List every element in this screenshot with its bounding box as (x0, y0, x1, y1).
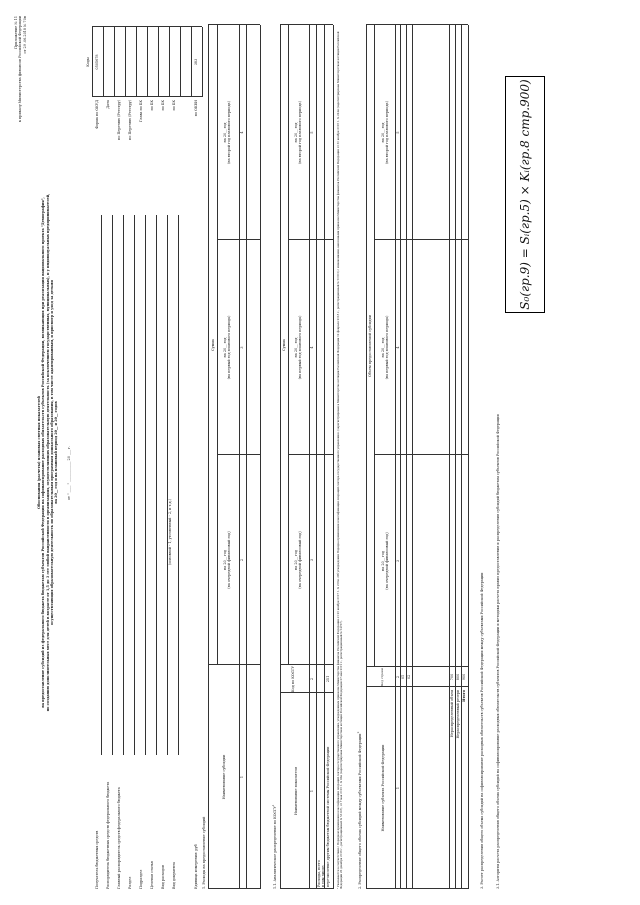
s11-total: Расходы, всего (317, 860, 321, 887)
s11-col-sum: Сумма (282, 339, 286, 351)
appendix-line: Приложение № 11 (14, 16, 18, 49)
org-field-input-line[interactable] (167, 215, 168, 755)
title-line: на предоставление субсидий из федерального бюджета бюджетам субъектов Российской Федерации на софинансирование расходных обязательств субъектов Российской Федерации, возникающих при реализации национального проекта "Демография", (41, 197, 46, 708)
title-line: на 20__ год и на плановый период 20__ и 20__ годов (54, 401, 58, 504)
code-label: по Перечню (Реестру) (117, 100, 121, 140)
row-code: 02 (407, 674, 411, 680)
codes-row-line (147, 27, 148, 97)
reserve-label-2: Нераспределенный резерв (456, 690, 460, 739)
title-line: осуществляющих образовательную деятельность по образовательным программам дошкольного образования, в том числе адаптированным, и присмотр и уход за детьми (49, 280, 54, 625)
code-label: по Перечню (Реестру) (128, 100, 132, 140)
distribution-formula: S₀(гр.9) = Sᵢ(гр.5) × Kᵢ(гр.8 стр.900) (505, 76, 545, 313)
s2-period-1 (381, 455, 390, 667)
period-label: на 20__ год (381, 337, 385, 358)
s11-incl: в том числе: (321, 864, 325, 887)
col-number: 1 (240, 775, 244, 779)
org-field-label: Целевая статья (150, 861, 154, 889)
period-label: на 20__ год (223, 337, 227, 358)
org-field-input-line[interactable] (145, 215, 146, 755)
col-number: 4 (310, 346, 314, 349)
reserve-code: 700 (450, 673, 454, 681)
org-field-label: Получатель бюджетных средств (95, 830, 99, 889)
s11-period-2 (294, 240, 303, 455)
s11-transfer: перечисление другим бюджетам бюджетной системы Российской Федерации (326, 746, 330, 887)
code-label: по БК (172, 100, 176, 111)
s1-period-2 (223, 240, 232, 455)
codes-row-line (169, 27, 170, 97)
period-sub: (на первый год планового периода) (227, 315, 232, 380)
s1-col-sum: Сумма (211, 339, 215, 351)
period-sub: (на первый год планового периода) (298, 315, 303, 380)
org-field-label: Главный распорядитель средств федерального бюджета (117, 787, 121, 889)
s2-col-name: Наименование субъекта Российской Федерации (381, 744, 385, 832)
org-field-input-line[interactable] (123, 215, 124, 755)
period-sub: (на первый год планового периода) (385, 315, 390, 380)
period-label: на 20__ год (294, 122, 298, 143)
col-code-text: Код по КОСГУ (291, 666, 295, 692)
org-field-label: Подраздел (139, 869, 143, 889)
section-1-1-title (272, 804, 277, 889)
col-number: 3 (240, 346, 244, 349)
s2-period-3 (381, 25, 390, 240)
title-line: по созданию дополнительных мест для детей в возрасте от 1,5 до 3 лет любой направленности в организациях, осуществляющих образовательную деятельность (за исключением государственных, муниципальных), и у индивидуальных предпринимателей, (45, 193, 50, 712)
appendix-line: от 29 .06.2018 № 70н (22, 16, 27, 54)
org-field-label: Распорядитель бюджетных средств федерального бюджета (106, 781, 110, 889)
period-sub: (на второй год планового периода) (298, 101, 303, 164)
col-number: 3 (396, 559, 400, 563)
org-field-input-line[interactable] (134, 215, 135, 755)
col-number: 2 (240, 558, 244, 562)
org-field-input-line[interactable] (178, 215, 179, 755)
section-2-title (357, 732, 362, 889)
period-label: на 20__ год (223, 549, 227, 571)
s2-period-2 (381, 240, 390, 455)
col-number: 2 (310, 677, 314, 681)
code-label: по БК (150, 100, 154, 111)
codes-row-line (158, 27, 159, 97)
appendix-line: к приказу Министерства финансов Российской Федерации (18, 16, 23, 123)
period-sub: (на второй год планового периода) (385, 101, 390, 164)
section-title-text: 2. Распределение общего объема субсидий между субъектами Российской Федерации (358, 733, 363, 889)
code-label: Глава по БК (139, 100, 143, 122)
date-line: от " ____ " ____________ 20 ___ г. (67, 446, 71, 500)
form-title (37, 60, 58, 845)
col-number: 5 (396, 131, 400, 134)
note-line: Федерации 26 декабря 2018 г., регистрационный № 53147), от 7 мая 2019 г. № 66н (зарегистрирован Министерством юстиции Российской Федерации 27 мая 2019 г., регистрационный № 54737). (340, 620, 344, 889)
codes-heading: Коды (86, 57, 90, 67)
s11-col-name: Наименование показателя (294, 766, 298, 816)
section-1-title: 1. Расходы на предоставление субсидий (202, 816, 206, 889)
s2-col-code: Код строки (380, 668, 384, 686)
code-label: Форма по ОКУД (95, 100, 99, 129)
footnote-mark: 2 (356, 731, 360, 734)
codes-row-line (114, 27, 115, 97)
col-number: 1 (310, 789, 314, 793)
reserve-code-2: 800 (456, 673, 460, 681)
period-label: на 20__ год (381, 550, 385, 572)
doc-type-hint: (основной - 1, уточненный - 2, и т.д.) (168, 499, 172, 565)
s2-col-sum: Объем предоставляемой субсидии (368, 315, 372, 377)
period-label: на 20__ год (223, 122, 227, 143)
s1-col-name: Наименование субсидии (222, 754, 226, 800)
col-number: 4 (396, 346, 400, 349)
s11-period-3 (294, 25, 303, 240)
codes-row-line (180, 27, 181, 97)
org-field-label: Вид расходов (161, 865, 165, 889)
col-number: 2 (396, 675, 400, 679)
s11-col-code (291, 665, 295, 693)
section-3-title: 3. Расчет распределения общего объема субсидий на софинансирование расходных обязательств субъектов Российской Федерации между субъектами Российской Федерации (480, 572, 484, 889)
org-field-label: Раздел (128, 876, 132, 889)
codes-row-line (136, 27, 137, 97)
code-value[interactable]: 0505678 (95, 54, 99, 70)
codes-row-line (125, 27, 126, 97)
s11-period-1 (294, 455, 303, 665)
section-3-1-title: 3.1. Алгоритм расчета распределения общего объема субсидий на софинансирование расходных обязательств субъектов Российской Федерации и методики расчета правил предоставления и распределения субсидий бюджетам субъектов Российской Федерации (496, 414, 500, 889)
codes-row-line (191, 27, 192, 97)
kosgu-note (337, 32, 343, 889)
note-line: ¹ Указывается в соответствии с Порядком применения классификации операций сектора государственного управления, утвержденным приказом Министерства финансов Российской Федерации от 29 ноября 2017 г. № 209н «Об утверждении Порядка применения классификации операций сектора государственного управления» (зарегистрирован в Министерстве юстиции Российской Федерации 12 февраля 2018 г., регистрационный № 50003) с изменениями, внесенными приказом Министерства финансов Российской Федерации от 30 ноября 2018 г. № 244н (зарегистрирован Министерством юстиции Российской (337, 31, 340, 889)
total-label: Итого (462, 690, 466, 702)
code-label: Дата (106, 100, 110, 109)
code-label: по БК (161, 100, 165, 111)
org-field-input-line[interactable] (156, 215, 157, 755)
codes-row-line (103, 27, 104, 97)
col-number: 1 (396, 786, 400, 790)
col-number: 4 (240, 131, 244, 134)
appendix-note (14, 16, 27, 122)
s1-period-1 (223, 455, 232, 665)
code-value[interactable]: 383 (194, 58, 198, 66)
reserve-label: Нераспределенный объем (450, 690, 454, 738)
total-code: 900 (462, 673, 466, 681)
section-title-text: 1.1. Аналитическое распределение по КОСГУ (273, 806, 278, 889)
period-sub: (на очередной финансовый год) (227, 531, 232, 589)
code-label: по ОКЕИ (194, 100, 198, 117)
org-field-label: Единица измерения: руб (194, 844, 198, 889)
col-number: 3 (310, 558, 314, 562)
org-field-label: Вид документа (172, 862, 176, 889)
period-sub: (на очередной финансовый год) (298, 531, 303, 589)
s11-transfer-code: 251 (326, 675, 330, 683)
col-number: 5 (310, 131, 314, 134)
org-field-input-line[interactable] (112, 215, 113, 755)
org-field-input-line[interactable] (101, 215, 102, 755)
title-line: Обоснования (расчеты) плановых сметных показателей (37, 396, 41, 509)
s1-period-3 (223, 25, 232, 240)
codes-row-line (202, 27, 203, 97)
period-sub: (на второй год планового периода) (227, 101, 232, 164)
period-sub: (на очередной финансовый год) (385, 532, 390, 590)
period-label: на 20__ год (294, 549, 298, 571)
row-code: 01 (401, 674, 405, 680)
footnote-mark: 1 (271, 804, 275, 807)
period-label: на 20__ год (294, 337, 298, 358)
period-label: на 20__ год (381, 122, 385, 143)
